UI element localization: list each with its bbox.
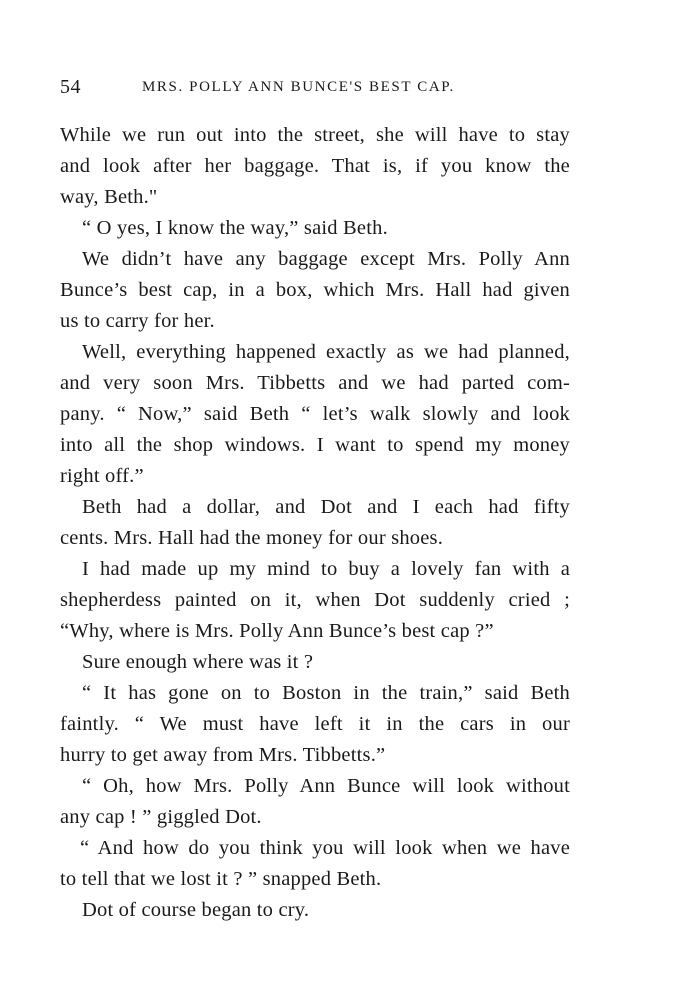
text-line: right off.”	[60, 465, 144, 487]
running-title: MRS. POLLY ANN BUNCE'S BEST CAP.	[142, 79, 455, 95]
text-line: into all the shop windows. I want to spend my money	[60, 434, 570, 456]
text-line: Dot of course began to cry.	[82, 899, 310, 921]
text-line: “ It has gone on to Boston in the train,” said Beth	[82, 682, 570, 704]
text-line: cents. Mrs. Hall had the money for our shoes.	[60, 527, 444, 549]
text-line: way, Beth."	[60, 186, 158, 208]
text-line: any cap ! ” giggled Dot.	[60, 806, 262, 828]
text-line: and very soon Mrs. Tibbetts and we had parted com-	[60, 372, 570, 394]
text-line: us to carry for her.	[60, 310, 215, 332]
text-line: We didn’t have any baggage except Mrs. Polly Ann	[82, 248, 570, 270]
text-line: to tell that we lost it ? ” snapped Beth.	[60, 868, 382, 890]
text-line: hurry to get away from Mrs. Tibbetts.”	[60, 744, 386, 766]
text-line: Bunce’s best cap, in a box, which Mrs. Hall had given	[60, 279, 570, 301]
text-line: “ Oh, how Mrs. Polly Ann Bunce will look without	[82, 775, 570, 797]
text-line: pany. “ Now,” said Beth “ let’s walk slowly and look	[60, 403, 570, 425]
body-text	[60, 120, 570, 926]
text-line: While we run out into the street, she will have to stay	[60, 124, 570, 146]
text-line: “Why, where is Mrs. Polly Ann Bunce’s best cap ?”	[60, 620, 494, 642]
text-line: faintly. “ We must have left it in the cars in our	[60, 713, 570, 735]
text-line: and look after her baggage. That is, if you know the	[60, 155, 570, 177]
page-number: 54	[60, 76, 81, 98]
text-line: “ O yes, I know the way,” said Beth.	[82, 217, 388, 239]
text-line: Well, everything happened exactly as we had planned,	[82, 341, 570, 363]
page-header	[60, 76, 580, 102]
text-line: shepherdess painted on it, when Dot suddenly cried ;	[60, 589, 570, 611]
text-line: I had made up my mind to buy a lovely fan with a	[82, 558, 570, 580]
text-line: Beth had a dollar, and Dot and I each had fifty	[82, 496, 570, 518]
text-line: “ And how do you think you will look when we have	[80, 837, 570, 859]
text-line: Sure enough where was it ?	[82, 651, 314, 673]
